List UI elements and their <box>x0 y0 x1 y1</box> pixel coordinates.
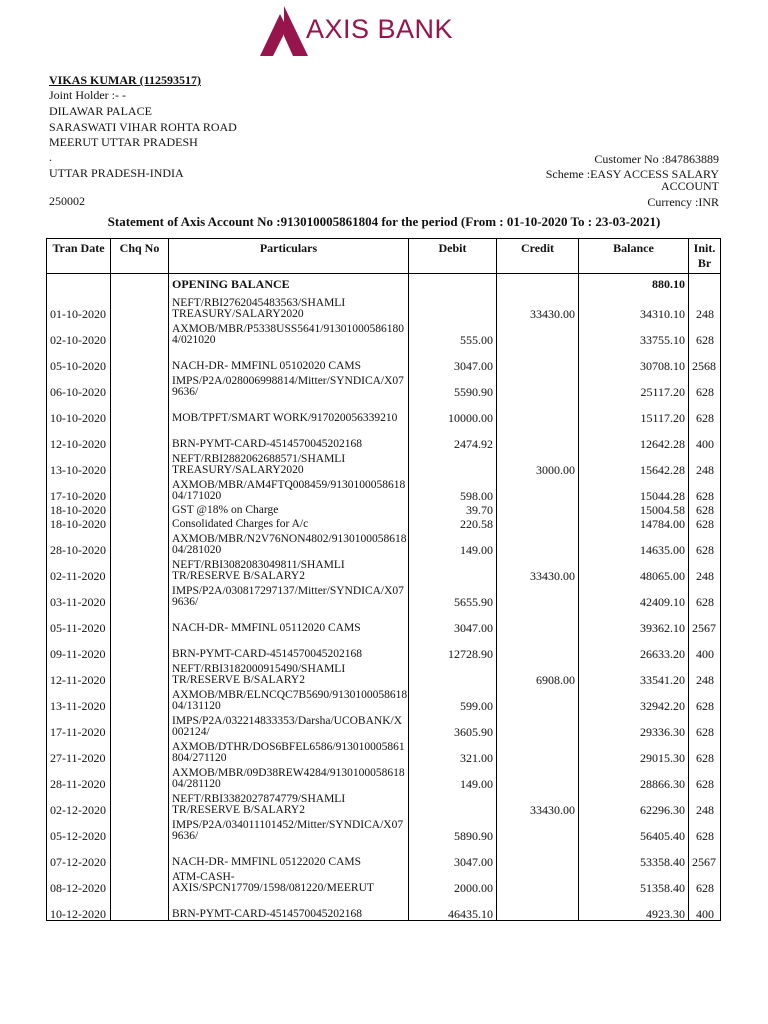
chq-no-cell <box>111 894 169 921</box>
scheme-line-1: Scheme :EASY ACCESS SALARY <box>545 167 719 181</box>
particulars-cell <box>169 530 409 556</box>
tran-date-cell: 02-12-2020 <box>47 790 111 816</box>
chq-no-cell <box>111 502 169 516</box>
debit-cell: 39.70 <box>409 502 497 516</box>
debit-cell <box>409 660 497 686</box>
init-br-cell: 400 <box>689 894 721 921</box>
balance-cell: 33755.10 <box>579 320 689 346</box>
table-row <box>47 346 721 372</box>
particulars-line-2: BRN-PYMT-CARD-4514570045202168 <box>172 908 362 920</box>
particulars-line-2: NACH-DR- MMFINL 05112020 CAMS <box>172 622 361 634</box>
balance-cell: 42409.10 <box>579 582 689 608</box>
particulars-cell <box>169 516 409 530</box>
particulars-line-1: NEFT/RBI2762045483563/SHAMLI <box>172 297 346 309</box>
debit-cell: 5655.90 <box>409 582 497 608</box>
tran-date-cell: 09-11-2020 <box>47 634 111 660</box>
balance-cell: 30708.10 <box>579 346 689 372</box>
particulars-cell <box>169 842 409 868</box>
particulars-line-2: TR/RESERVE B/SALARY2 <box>172 570 305 582</box>
debit-cell: 555.00 <box>409 320 497 346</box>
table-row <box>47 294 721 320</box>
particulars-line-1: AXMOB/MBR/AM4FTQ008459/9130100058618 <box>172 479 406 491</box>
statement-title: Statement of Axis Account No :913010005861804 for the period (From : 01-10-2020 To : 23-03-2021) <box>107 214 661 229</box>
chq-no-cell <box>111 686 169 712</box>
table-row <box>47 424 721 450</box>
particulars-line-2: TR/RESERVE B/SALARY2 <box>172 804 305 816</box>
table-row <box>47 738 721 764</box>
table-row <box>47 790 721 816</box>
init-br-cell: 248 <box>689 790 721 816</box>
customer-name: VIKAS KUMAR (112593517) <box>49 73 201 87</box>
balance-cell: 4923.30 <box>579 894 689 921</box>
particulars-line-2: 9636/ <box>172 830 199 842</box>
balance-cell: 12642.28 <box>579 424 689 450</box>
debit-cell: 5890.90 <box>409 816 497 842</box>
balance-cell: 34310.10 <box>579 294 689 320</box>
particulars-cell <box>169 660 409 686</box>
particulars-line-2: 04/281120 <box>172 778 221 790</box>
balance-cell: 28866.30 <box>579 764 689 790</box>
chq-no-cell <box>111 372 169 398</box>
debit-cell: 2000.00 <box>409 868 497 894</box>
table-row <box>47 320 721 346</box>
particulars-line-2: Consolidated Charges for A/c <box>172 518 309 530</box>
tran-date-cell: 02-11-2020 <box>47 556 111 582</box>
particulars-line-2: TR/RESERVE B/SALARY2 <box>172 674 305 686</box>
header-balance: Balance <box>579 239 689 274</box>
init-br-cell: 628 <box>689 868 721 894</box>
credit-cell <box>497 894 579 921</box>
chq-no-cell <box>111 842 169 868</box>
balance-cell: 15044.28 <box>579 476 689 502</box>
credit-cell <box>497 608 579 634</box>
debit-cell: 12728.90 <box>409 634 497 660</box>
particulars-line-2: BRN-PYMT-CARD-4514570045202168 <box>172 438 362 450</box>
balance-cell: 62296.30 <box>579 790 689 816</box>
opening-balance-value: 880.10 <box>579 274 689 295</box>
particulars-cell <box>169 372 409 398</box>
credit-cell <box>497 424 579 450</box>
init-br-cell: 628 <box>689 764 721 790</box>
credit-cell <box>497 476 579 502</box>
chq-no-cell <box>111 608 169 634</box>
chq-no-cell <box>111 764 169 790</box>
table-row <box>47 582 721 608</box>
init-br-cell: 628 <box>689 816 721 842</box>
particulars-line-1: NEFT/RBI2882062688571/SHAMLI <box>172 453 346 465</box>
table-row <box>47 530 721 556</box>
particulars-line-2: BRN-PYMT-CARD-4514570045202168 <box>172 648 362 660</box>
balance-cell: 51358.40 <box>579 868 689 894</box>
init-br-cell: 400 <box>689 634 721 660</box>
table-row <box>47 372 721 398</box>
particulars-line-1: AXMOB/MBR/P5338USS5641/91301000586180 <box>172 323 404 335</box>
credit-cell <box>497 634 579 660</box>
opening-balance-label: OPENING BALANCE <box>169 274 409 295</box>
tran-date-cell: 05-11-2020 <box>47 608 111 634</box>
particulars-cell <box>169 790 409 816</box>
credit-cell <box>497 320 579 346</box>
credit-cell: 33430.00 <box>497 790 579 816</box>
credit-cell <box>497 686 579 712</box>
credit-cell <box>497 816 579 842</box>
particulars-line-1: IMPS/P2A/030817297137/Mitter/SYNDICA/X07 <box>172 585 404 597</box>
particulars-line-2: 002124/ <box>172 726 210 738</box>
particulars-line-2: MOB/TPFT/SMART WORK/917020056339210 <box>172 412 398 424</box>
table-row <box>47 686 721 712</box>
balance-cell: 53358.40 <box>579 842 689 868</box>
header-debit: Debit <box>409 239 497 274</box>
table-row <box>47 502 721 516</box>
particulars-line-2: 04/131120 <box>172 700 221 712</box>
chq-no-cell <box>111 816 169 842</box>
particulars-line-1: ATM-CASH- <box>172 871 235 883</box>
chq-no-cell <box>111 790 169 816</box>
balance-cell: 26633.20 <box>579 634 689 660</box>
debit-cell: 321.00 <box>409 738 497 764</box>
particulars-cell <box>169 686 409 712</box>
tran-date-cell: 10-12-2020 <box>47 894 111 921</box>
chq-no-cell <box>111 294 169 320</box>
table-row <box>47 450 721 476</box>
tran-date-cell: 18-10-2020 <box>47 502 111 516</box>
credit-cell <box>497 530 579 556</box>
particulars-cell <box>169 556 409 582</box>
particulars-line-2: GST @18% on Charge <box>172 504 279 516</box>
debit-cell <box>409 556 497 582</box>
particulars-cell <box>169 738 409 764</box>
chq-no-cell <box>111 398 169 424</box>
tran-date-cell: 08-12-2020 <box>47 868 111 894</box>
particulars-cell <box>169 398 409 424</box>
tran-date-cell: 05-12-2020 <box>47 816 111 842</box>
tran-date-cell: 27-11-2020 <box>47 738 111 764</box>
particulars-line-1: AXMOB/MBR/09D38REW4284/9130100058618 <box>172 767 405 779</box>
particulars-line-1: IMPS/P2A/032214833353/Darsha/UCOBANK/X <box>172 715 403 727</box>
debit-cell: 3605.90 <box>409 712 497 738</box>
credit-cell <box>497 346 579 372</box>
init-br-cell: 400 <box>689 424 721 450</box>
debit-cell: 5590.90 <box>409 372 497 398</box>
transactions-table <box>46 238 721 921</box>
table-row <box>47 842 721 868</box>
credit-cell <box>497 712 579 738</box>
tran-date-cell: 05-10-2020 <box>47 346 111 372</box>
balance-cell: 25117.20 <box>579 372 689 398</box>
chq-no-cell <box>111 868 169 894</box>
address-pincode: 250002 <box>49 194 85 208</box>
debit-cell <box>409 450 497 476</box>
debit-cell: 149.00 <box>409 530 497 556</box>
init-br-cell: 628 <box>689 476 721 502</box>
init-br-cell: 628 <box>689 712 721 738</box>
table-row <box>47 764 721 790</box>
particulars-cell <box>169 450 409 476</box>
tran-date-cell: 12-10-2020 <box>47 424 111 450</box>
credit-cell <box>497 502 579 516</box>
particulars-line-2: NACH-DR- MMFINL 05102020 CAMS <box>172 360 362 372</box>
chq-no-cell <box>111 712 169 738</box>
init-br-cell: 628 <box>689 320 721 346</box>
particulars-cell <box>169 346 409 372</box>
chq-no-cell <box>111 556 169 582</box>
tran-date-cell: 06-10-2020 <box>47 372 111 398</box>
particulars-cell <box>169 294 409 320</box>
init-br-cell: 628 <box>689 372 721 398</box>
particulars-cell <box>169 868 409 894</box>
table-row <box>47 816 721 842</box>
tran-date-cell: 13-11-2020 <box>47 686 111 712</box>
particulars-line-1: AXMOB/DTHR/DOS6BFEL6586/913010005861 <box>172 741 405 753</box>
init-br-cell: 248 <box>689 660 721 686</box>
chq-no-cell <box>111 582 169 608</box>
opening-balance-row <box>47 274 721 295</box>
balance-cell: 15004.58 <box>579 502 689 516</box>
credit-cell: 6908.00 <box>497 660 579 686</box>
header-credit: Credit <box>497 239 579 274</box>
balance-cell: 32942.20 <box>579 686 689 712</box>
init-br-cell: 248 <box>689 450 721 476</box>
table-header-row <box>47 239 721 274</box>
init-br-cell: 248 <box>689 556 721 582</box>
credit-cell <box>497 764 579 790</box>
tran-date-cell: 01-10-2020 <box>47 294 111 320</box>
balance-cell: 15117.20 <box>579 398 689 424</box>
table-row <box>47 556 721 582</box>
particulars-line-1: NEFT/RBI3382027874779/SHAMLI <box>172 793 346 805</box>
init-br-cell: 2568 <box>689 346 721 372</box>
debit-cell <box>409 790 497 816</box>
chq-no-cell <box>111 450 169 476</box>
tran-date-cell: 17-10-2020 <box>47 476 111 502</box>
chq-no-cell <box>111 516 169 530</box>
init-br-cell: 2567 <box>689 608 721 634</box>
balance-cell: 14784.00 <box>579 516 689 530</box>
init-br-cell: 628 <box>689 738 721 764</box>
debit-cell: 3047.00 <box>409 346 497 372</box>
header-particulars: Particulars <box>169 239 409 274</box>
address-line-1: DILAWAR PALACE <box>49 104 152 118</box>
balance-cell: 29336.30 <box>579 712 689 738</box>
scheme-line-2: ACCOUNT <box>660 179 719 193</box>
particulars-line-2: 804/271120 <box>172 752 227 764</box>
bank-name: AXIS BANK <box>306 14 454 44</box>
credit-cell <box>497 372 579 398</box>
chq-no-cell <box>111 738 169 764</box>
particulars-line-2: TREASURY/SALARY2020 <box>172 464 304 476</box>
chq-no-cell <box>111 660 169 686</box>
table-row <box>47 868 721 894</box>
chq-no-cell <box>111 320 169 346</box>
header-tran-date: Tran Date <box>47 239 111 274</box>
particulars-line-2: AXIS/SPCN17709/1598/081220/MEERUT <box>172 882 374 894</box>
joint-holder: Joint Holder :- - <box>49 88 126 102</box>
table-row <box>47 894 721 921</box>
particulars-line-2: NACH-DR- MMFINL 05122020 CAMS <box>172 856 362 868</box>
balance-cell: 29015.30 <box>579 738 689 764</box>
credit-cell: 3000.00 <box>497 450 579 476</box>
tran-date-cell: 28-10-2020 <box>47 530 111 556</box>
particulars-line-1: AXMOB/MBR/N2V76NON4802/9130100058618 <box>172 533 407 545</box>
init-br-cell: 628 <box>689 516 721 530</box>
particulars-line-1: IMPS/P2A/034011101452/Mitter/SYNDICA/X07 <box>172 819 404 831</box>
particulars-cell <box>169 582 409 608</box>
init-br-cell: 628 <box>689 530 721 556</box>
chq-no-cell <box>111 424 169 450</box>
init-br-cell: 248 <box>689 294 721 320</box>
table-row <box>47 516 721 530</box>
balance-cell: 33541.20 <box>579 660 689 686</box>
particulars-line-1: NEFT/RBI3182000915490/SHAMLI <box>172 663 346 675</box>
particulars-cell <box>169 712 409 738</box>
debit-cell: 3047.00 <box>409 608 497 634</box>
chq-no-cell <box>111 346 169 372</box>
balance-cell: 48065.00 <box>579 556 689 582</box>
particulars-line-2: 4/021020 <box>172 334 216 346</box>
customer-number: Customer No :847863889 <box>594 152 719 166</box>
axis-logo-icon <box>260 6 308 56</box>
tran-date-cell: 02-10-2020 <box>47 320 111 346</box>
debit-cell: 220.58 <box>409 516 497 530</box>
debit-cell: 599.00 <box>409 686 497 712</box>
debit-cell: 598.00 <box>409 476 497 502</box>
table-row <box>47 476 721 502</box>
table-row <box>47 660 721 686</box>
debit-cell: 10000.00 <box>409 398 497 424</box>
tran-date-cell: 03-11-2020 <box>47 582 111 608</box>
particulars-line-2: 04/171020 <box>172 490 222 502</box>
tran-date-cell: 07-12-2020 <box>47 842 111 868</box>
particulars-line-2: 9636/ <box>172 386 199 398</box>
credit-cell: 33430.00 <box>497 556 579 582</box>
credit-cell <box>497 516 579 530</box>
particulars-cell <box>169 320 409 346</box>
init-br-cell: 628 <box>689 686 721 712</box>
address-state: UTTAR PRADESH-INDIA <box>49 166 184 180</box>
chq-no-cell <box>111 530 169 556</box>
credit-cell <box>497 868 579 894</box>
particulars-cell <box>169 502 409 516</box>
particulars-line-2: 9636/ <box>172 596 199 608</box>
header-chq-no: Chq No <box>111 239 169 274</box>
balance-cell: 56405.40 <box>579 816 689 842</box>
credit-cell: 33430.00 <box>497 294 579 320</box>
balance-cell: 15642.28 <box>579 450 689 476</box>
tran-date-cell: 10-10-2020 <box>47 398 111 424</box>
particulars-line-1: AXMOB/MBR/ELNCQC7B5690/9130100058618 <box>172 689 408 701</box>
address-line-4: . <box>49 150 52 164</box>
particulars-cell <box>169 424 409 450</box>
particulars-cell <box>169 816 409 842</box>
tran-date-cell: 18-10-2020 <box>47 516 111 530</box>
tran-date-cell: 28-11-2020 <box>47 764 111 790</box>
table-row <box>47 634 721 660</box>
header-init-br: Init. Br <box>689 239 721 274</box>
particulars-cell <box>169 894 409 921</box>
balance-cell: 39362.10 <box>579 608 689 634</box>
credit-cell <box>497 398 579 424</box>
init-br-cell: 628 <box>689 398 721 424</box>
credit-cell <box>497 738 579 764</box>
particulars-line-2: 04/281020 <box>172 544 222 556</box>
particulars-cell <box>169 764 409 790</box>
chq-no-cell <box>111 476 169 502</box>
particulars-cell <box>169 634 409 660</box>
particulars-line-1: NEFT/RBI3082083049811/SHAMLI <box>172 559 345 571</box>
currency: Currency :INR <box>647 195 719 209</box>
tran-date-cell: 12-11-2020 <box>47 660 111 686</box>
debit-cell <box>409 294 497 320</box>
init-br-cell: 628 <box>689 502 721 516</box>
chq-no-cell <box>111 634 169 660</box>
debit-cell: 149.00 <box>409 764 497 790</box>
init-br-cell: 628 <box>689 582 721 608</box>
address-line-2: SARASWATI VIHAR ROHTA ROAD <box>49 120 237 134</box>
debit-cell: 2474.92 <box>409 424 497 450</box>
debit-cell: 3047.00 <box>409 842 497 868</box>
credit-cell <box>497 582 579 608</box>
tran-date-cell: 13-10-2020 <box>47 450 111 476</box>
particulars-cell <box>169 476 409 502</box>
particulars-line-2: TREASURY/SALARY2020 <box>172 308 304 320</box>
particulars-line-1: IMPS/P2A/028006998814/Mitter/SYNDICA/X07 <box>172 375 404 387</box>
tran-date-cell: 17-11-2020 <box>47 712 111 738</box>
address-line-3: MEERUT UTTAR PRADESH <box>49 135 198 149</box>
init-br-cell: 2567 <box>689 842 721 868</box>
balance-cell: 14635.00 <box>579 530 689 556</box>
table-row <box>47 608 721 634</box>
table-row <box>47 712 721 738</box>
particulars-cell <box>169 608 409 634</box>
debit-cell: 46435.10 <box>409 894 497 921</box>
table-row <box>47 398 721 424</box>
credit-cell <box>497 842 579 868</box>
